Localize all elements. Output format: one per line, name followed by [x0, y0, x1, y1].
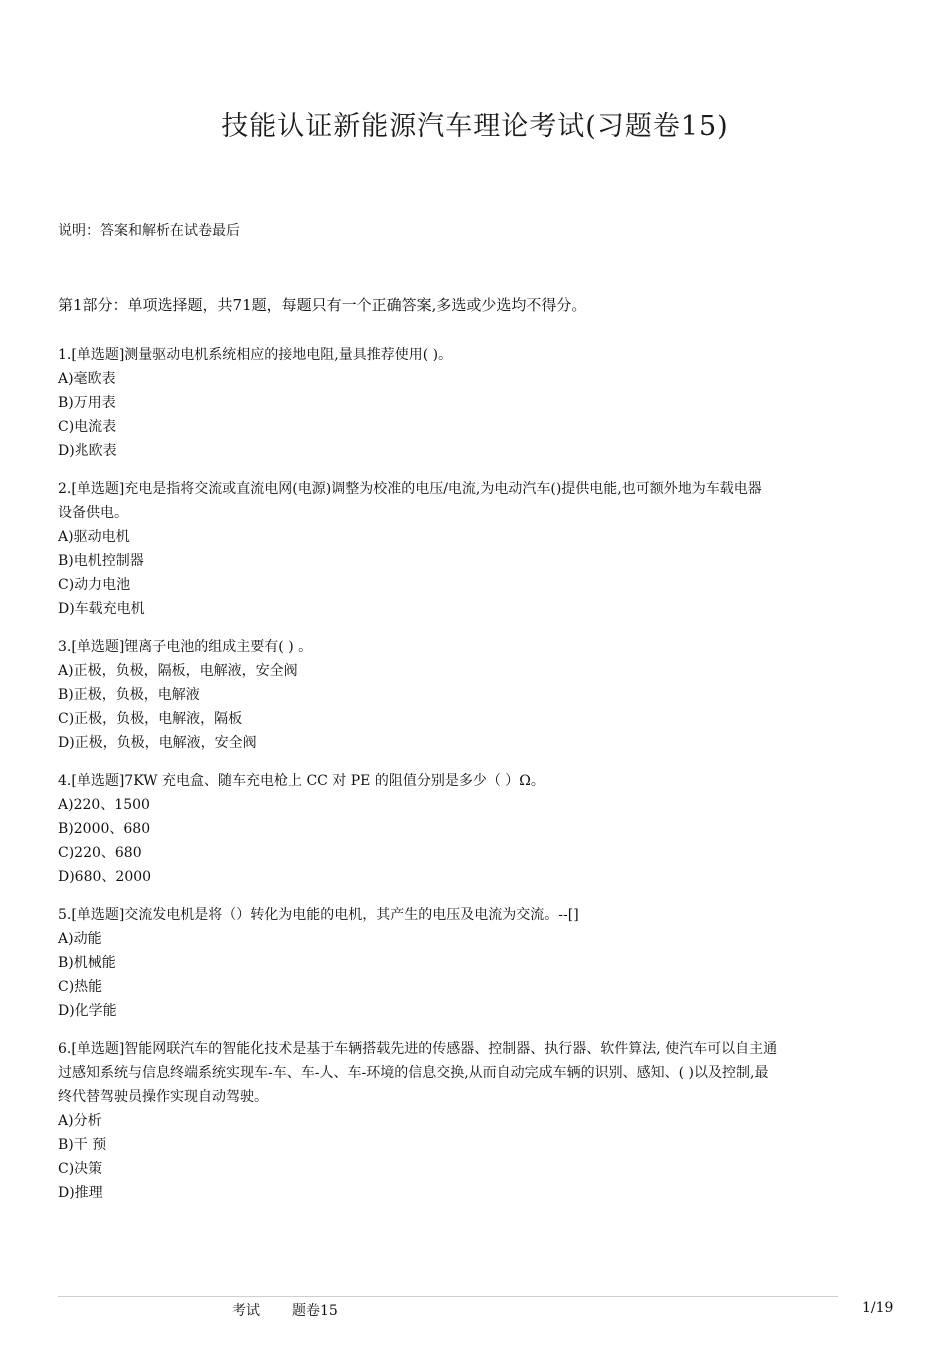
option-b: B)万用表	[58, 395, 116, 411]
page-number: 1/19	[862, 1300, 894, 1316]
option-d: D)化学能	[58, 1003, 117, 1019]
option-a: A)毫欧表	[58, 371, 116, 387]
option-c: C)正极，负极，电解液，隔板	[58, 711, 243, 727]
option-a: A)正极，负极，隔板，电解液，安全阀	[58, 663, 298, 679]
question-2	[58, 477, 894, 621]
question-list	[58, 343, 894, 1219]
footer-label	[232, 1300, 370, 1320]
section-heading: 第1部分：单项选择题，共71题，每题只有一个正确答案,多选或少选均不得分。	[58, 296, 587, 314]
option-a: A)分析	[58, 1113, 102, 1129]
footer-divider	[58, 1296, 838, 1297]
question-1	[58, 343, 894, 463]
option-c: C)热能	[58, 979, 103, 995]
question-6	[58, 1037, 894, 1205]
option-c: C)动力电池	[58, 577, 131, 593]
option-d: D)推理	[58, 1185, 103, 1201]
question-stem-continued: 过感知系统与信息终端系统实现车-车、车-人、车-环境的信息交换,从而自动完成车辆的识别、感知、( )以及控制,最	[58, 1065, 769, 1081]
option-c: C)决策	[58, 1161, 103, 1177]
option-b: B)2000、680	[58, 821, 151, 837]
option-d: D)680、2000	[58, 869, 152, 885]
question-stem: 2.[单选题]充电是指将交流或直流电网(电源)调整为校准的电压/电流,为电动汽车()提供电能,也可额外地为车载电器	[58, 481, 762, 497]
question-stem-continued: 设备供电。	[58, 505, 128, 521]
document-title: 技能认证新能源汽车理论考试(习题卷15)	[221, 111, 729, 142]
option-c: C)220、680	[58, 845, 142, 861]
question-stem: 1.[单选题]测量驱动电机系统相应的接地电阻,量具推荐使用( )。	[58, 347, 453, 363]
question-3	[58, 635, 894, 755]
footer-label-a: 考试	[232, 1303, 260, 1319]
question-stem: 6.[单选题]智能网联汽车的智能化技术是基于车辆搭载先进的传感器、控制器、执行器、软件算法, 使汽车可以自主通	[58, 1041, 778, 1057]
option-a: A)动能	[58, 931, 102, 947]
option-d: D)正极，负极，电解液，安全阀	[58, 735, 257, 751]
footer-label-b: 题卷15	[292, 1303, 338, 1319]
question-5	[58, 903, 894, 1023]
option-d: D)车载充电机	[58, 601, 145, 617]
option-a: A)220、1500	[58, 797, 150, 813]
option-b: B)电机控制器	[58, 553, 144, 569]
question-stem: 5.[单选题]交流发电机是将（）转化为电能的电机，其产生的电压及电流为交流。--[]	[58, 907, 579, 923]
option-c: C)电流表	[58, 419, 117, 435]
option-b: B)机械能	[58, 955, 116, 971]
option-b: B)干 预	[58, 1137, 107, 1153]
question-stem-continued-2: 终代替驾驶员操作实现自动驾驶。	[58, 1089, 268, 1105]
option-b: B)正极，负极，电解液	[58, 687, 200, 703]
option-d: D)兆欧表	[58, 443, 117, 459]
question-stem: 3.[单选题]锂离子电池的组成主要有( ) 。	[58, 639, 313, 655]
question-stem: 4.[单选题]7KW 充电盒、随车充电枪上 CC 对 PE 的阻值分别是多少（ ）Ω。	[58, 773, 545, 789]
instructions-note: 说明：答案和解析在试卷最后	[58, 223, 240, 239]
question-4	[58, 769, 894, 889]
option-a: A)驱动电机	[58, 529, 130, 545]
